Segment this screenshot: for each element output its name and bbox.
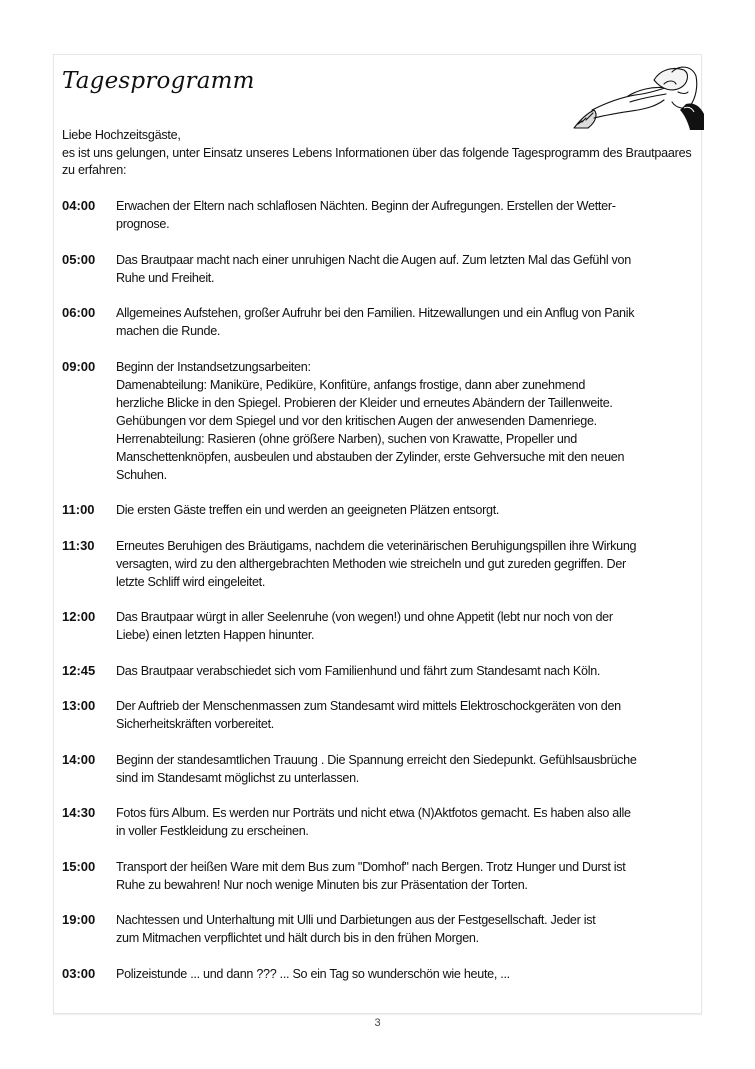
schedule-entry: [62, 251, 702, 287]
schedule-time: 11:00: [62, 502, 95, 517]
schedule-time: 05:00: [62, 251, 96, 267]
schedule-entry: [62, 304, 702, 340]
schedule-entry: [62, 501, 702, 519]
schedule-description: Beginn der Instandsetzungsarbeiten: Damenabteilung: Maniküre, Pediküre, Konfitüre, anfangs frostige, dann aber zunehmend herzliche Blicke in den Spiegel. Probieren der Kleider und erneutes Abändern der Taillenweite. Gehübungen vor dem Spiegel und vor den kritischen Augen der anwesenden Damenriege. Herrenabteilung: Rasieren (ohne größere Narben), suchen von Krawatte, Propeller und Manschettenknöpfen, ausbeulen und abstauben der Zylinder, erste Gehversuche mit den neuen Schuhen.: [116, 359, 625, 482]
schedule-description: Das Brautpaar verabschiedet sich vom Familienhund und fährt zum Standesamt nach Köln.: [116, 663, 601, 678]
schedule-time: 14:00: [62, 751, 96, 767]
schedule-time: 09:00: [62, 358, 96, 374]
schedule-entry: [62, 965, 702, 983]
schedule-list: [62, 197, 702, 1000]
schedule-description: Polizeistunde ... und dann ??? ... So ein Tag so wunderschön wie heute, ...: [116, 966, 510, 981]
schedule-description: Erneutes Beruhigen des Bräutigams, nachdem die veterinärischen Beruhigungspillen ihre Wirkung versagten, wird zu den althergebrachten Methoden wie streicheln und gut zureden gegriffen. Der letzte Schliff wird eingeleitet.: [116, 538, 637, 589]
schedule-entry: [62, 537, 702, 591]
schedule-description: Nachtessen und Unterhaltung mit Ulli und Darbietungen aus der Festgesellschaft. Jeder ist zum Mitmachen verpflichtet und hält durch bis in den frühen Morgen.: [116, 913, 596, 945]
schedule-time: 11:30: [62, 537, 95, 553]
intro-paragraph: [62, 127, 692, 180]
schedule-time: 15:00: [62, 858, 96, 874]
schedule-time: 13:00: [62, 698, 96, 713]
schedule-entry: [62, 608, 702, 644]
page-title: Tagesprogramm: [62, 68, 255, 94]
schedule-entry: [62, 358, 702, 484]
schedule-entry: [62, 197, 702, 233]
schedule-entry: [62, 858, 702, 894]
schedule-description: Das Brautpaar macht nach einer unruhigen Nacht die Augen auf. Zum letzten Mal das Gefühl von Ruhe und Freiheit.: [116, 252, 631, 285]
schedule-time: 14:30: [62, 805, 96, 820]
schedule-description: Der Auftrieb der Menschenmassen zum Standesamt wird mittels Elektroschockgeräten von den Sicherheitskräften vorbereitet.: [116, 699, 621, 731]
schedule-description: Allgemeines Aufstehen, großer Aufruhr bei den Familien. Hitzewallungen und ein Anflug von Panik machen die Runde.: [116, 306, 635, 338]
schedule-description: Das Brautpaar würgt in aller Seelenruhe (von wegen!) und ohne Appetit (lebt nur noch von der Liebe) einen letzten Happen hinunter.: [116, 610, 613, 642]
schedule-entry: [62, 804, 702, 840]
schedule-time: 04:00: [62, 198, 96, 213]
schedule-time: 12:45: [62, 662, 96, 678]
page-number: 3: [374, 1017, 381, 1029]
schedule-entry: [62, 662, 702, 680]
schedule-time: 06:00: [62, 305, 96, 320]
schedule-description: Fotos fürs Album. Es werden nur Porträts und nicht etwa (N)Aktfotos gemacht. Es haben also alle in voller Festkleidung zu erscheinen.: [116, 806, 631, 838]
schedule-time: 12:00: [62, 609, 96, 624]
schedule-description: Transport der heißen Ware mit dem Bus zum "Domhof" nach Bergen. Trotz Hunger und Durst ist Ruhe zu bewahren! Nur noch wenige Minuten bis zur Präsentation der Torten.: [116, 859, 626, 892]
schedule-description: Erwachen der Eltern nach schlaflosen Nächten. Beginn der Aufregungen. Erstellen der Wetter- prognose.: [116, 199, 616, 231]
greeting: Liebe Hochzeitsgäste,: [62, 128, 181, 142]
hand-with-handkerchief-icon: [568, 58, 706, 130]
schedule-entry: [62, 697, 702, 733]
schedule-description: Beginn der standesamtlichen Trauung . Die Spannung erreicht den Siedepunkt. Gefühlsausbrüche sind im Standesamt möglichst zu unterlassen.: [116, 752, 637, 785]
schedule-entry: [62, 751, 702, 787]
schedule-description: Die ersten Gäste treffen ein und werden an geeigneten Plätzen entsorgt.: [116, 503, 500, 517]
schedule-time: 19:00: [62, 912, 96, 927]
intro-text: es ist uns gelungen, unter Einsatz unseres Lebens Informationen über das folgende Tagesprogramm des Brautpaares zu erfahren:: [62, 145, 692, 177]
schedule-entry: [62, 911, 702, 947]
schedule-time: 03:00: [62, 965, 96, 981]
